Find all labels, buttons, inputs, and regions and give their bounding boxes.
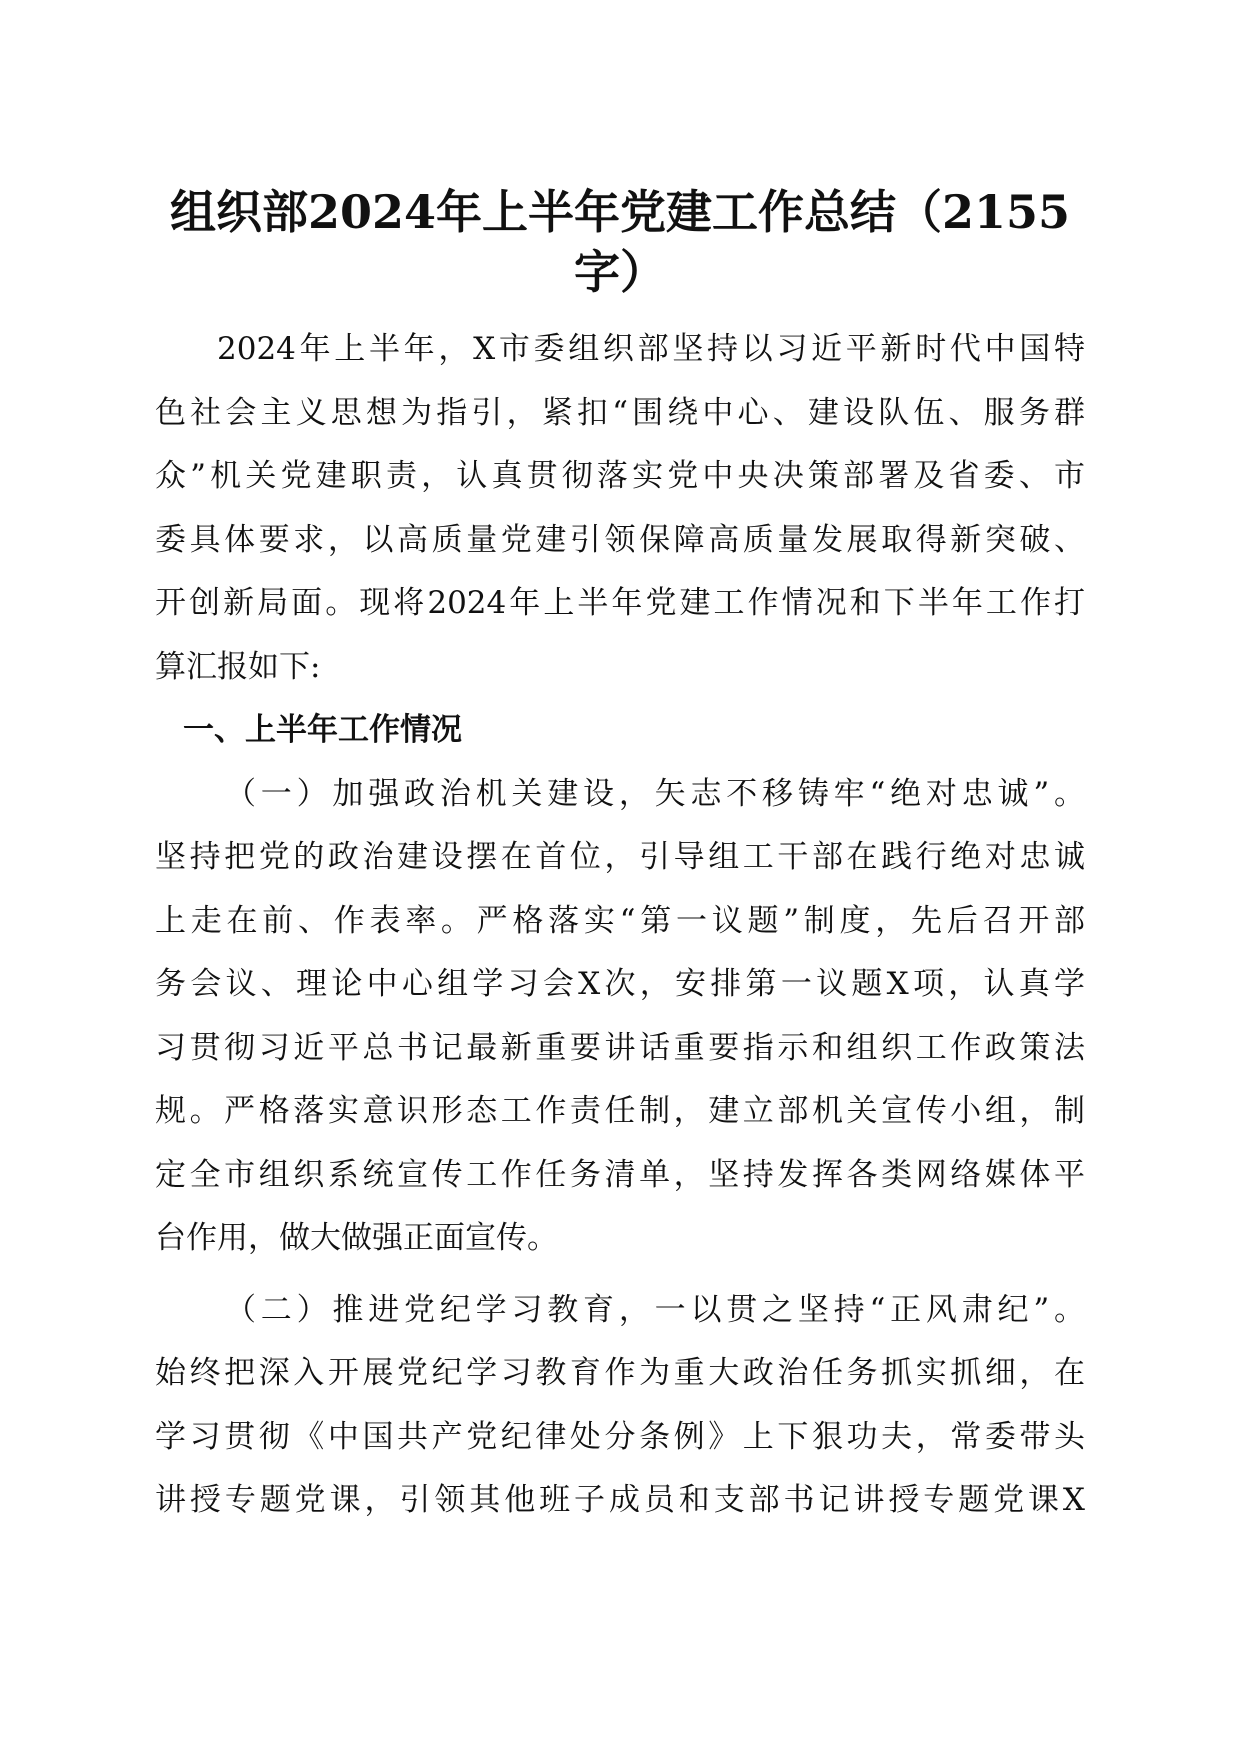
subsection-1-line-6: 规。严格落实意识形态工作责任制，建立部机关宣传小组，制	[155, 1093, 1085, 1129]
intro-line-6: 算汇报如下:	[155, 648, 321, 685]
subsection-1-line-5: 习贯彻习近平总书记最新重要讲话重要指示和组织工作政策法	[155, 1029, 1085, 1066]
subsection-2-heading: （二）推进党纪学习教育，一以贯之坚持“正风肃纪”。	[225, 1291, 1085, 1328]
subsection-1-line-7: 定全市组织系统宣传工作任务清单，坚持发挥各类网络媒体平	[155, 1156, 1085, 1193]
title-line-2: 字）	[574, 245, 666, 299]
intro-line-4: 委具体要求，以高质量党建引领保障高质量发展取得新突破、	[155, 521, 1085, 558]
intro-line-5: 开创新局面。现将2024年上半年党建工作情况和下半年工作打	[155, 585, 1085, 621]
subsection-2-line-2: 始终把深入开展党纪学习教育作为重大政治任务抓实抓细，在	[155, 1355, 1085, 1391]
document-body	[155, 318, 1085, 1533]
subsection-1-heading: （一）加强政治机关建设，矢志不移铸牢“绝对忠诚”。	[225, 775, 1085, 812]
intro-line-2: 色社会主义思想为指引，紧扣“围绕中心、建设队伍、服务群	[155, 394, 1085, 431]
section-1-heading: 一、上半年工作情况	[183, 712, 462, 748]
subsection-2-line-3: 学习贯彻《中国共产党纪律处分条例》上下狠功夫，常委带头	[155, 1418, 1085, 1455]
paragraph-gap	[155, 1271, 1085, 1279]
subsection-1-line-4: 务会议、理论中心组学习会X次，安排第一议题X项，认真学	[155, 966, 1085, 1002]
document-title	[150, 182, 1090, 302]
subsection-1-line-3: 上走在前、作表率。严格落实“第一议题”制度，先后召开部	[155, 902, 1085, 939]
subsection-1-line-2: 坚持把党的政治建设摆在首位，引导组工干部在践行绝对忠诚	[155, 839, 1085, 875]
title-line-1: 组织部2024年上半年党建工作总结（2155	[169, 185, 1071, 239]
subsection-2-line-4: 讲授专题党课，引领其他班子成员和支部书记讲授专题党课X	[155, 1482, 1085, 1518]
intro-line-1: 2024年上半年，X市委组织部坚持以习近平新时代中国特	[217, 331, 1085, 367]
intro-line-3: 众”机关党建职责，认真贯彻落实党中央决策部署及省委、市	[155, 458, 1085, 494]
subsection-1-line-8: 台作用，做大做强正面宣传。	[155, 1220, 558, 1256]
